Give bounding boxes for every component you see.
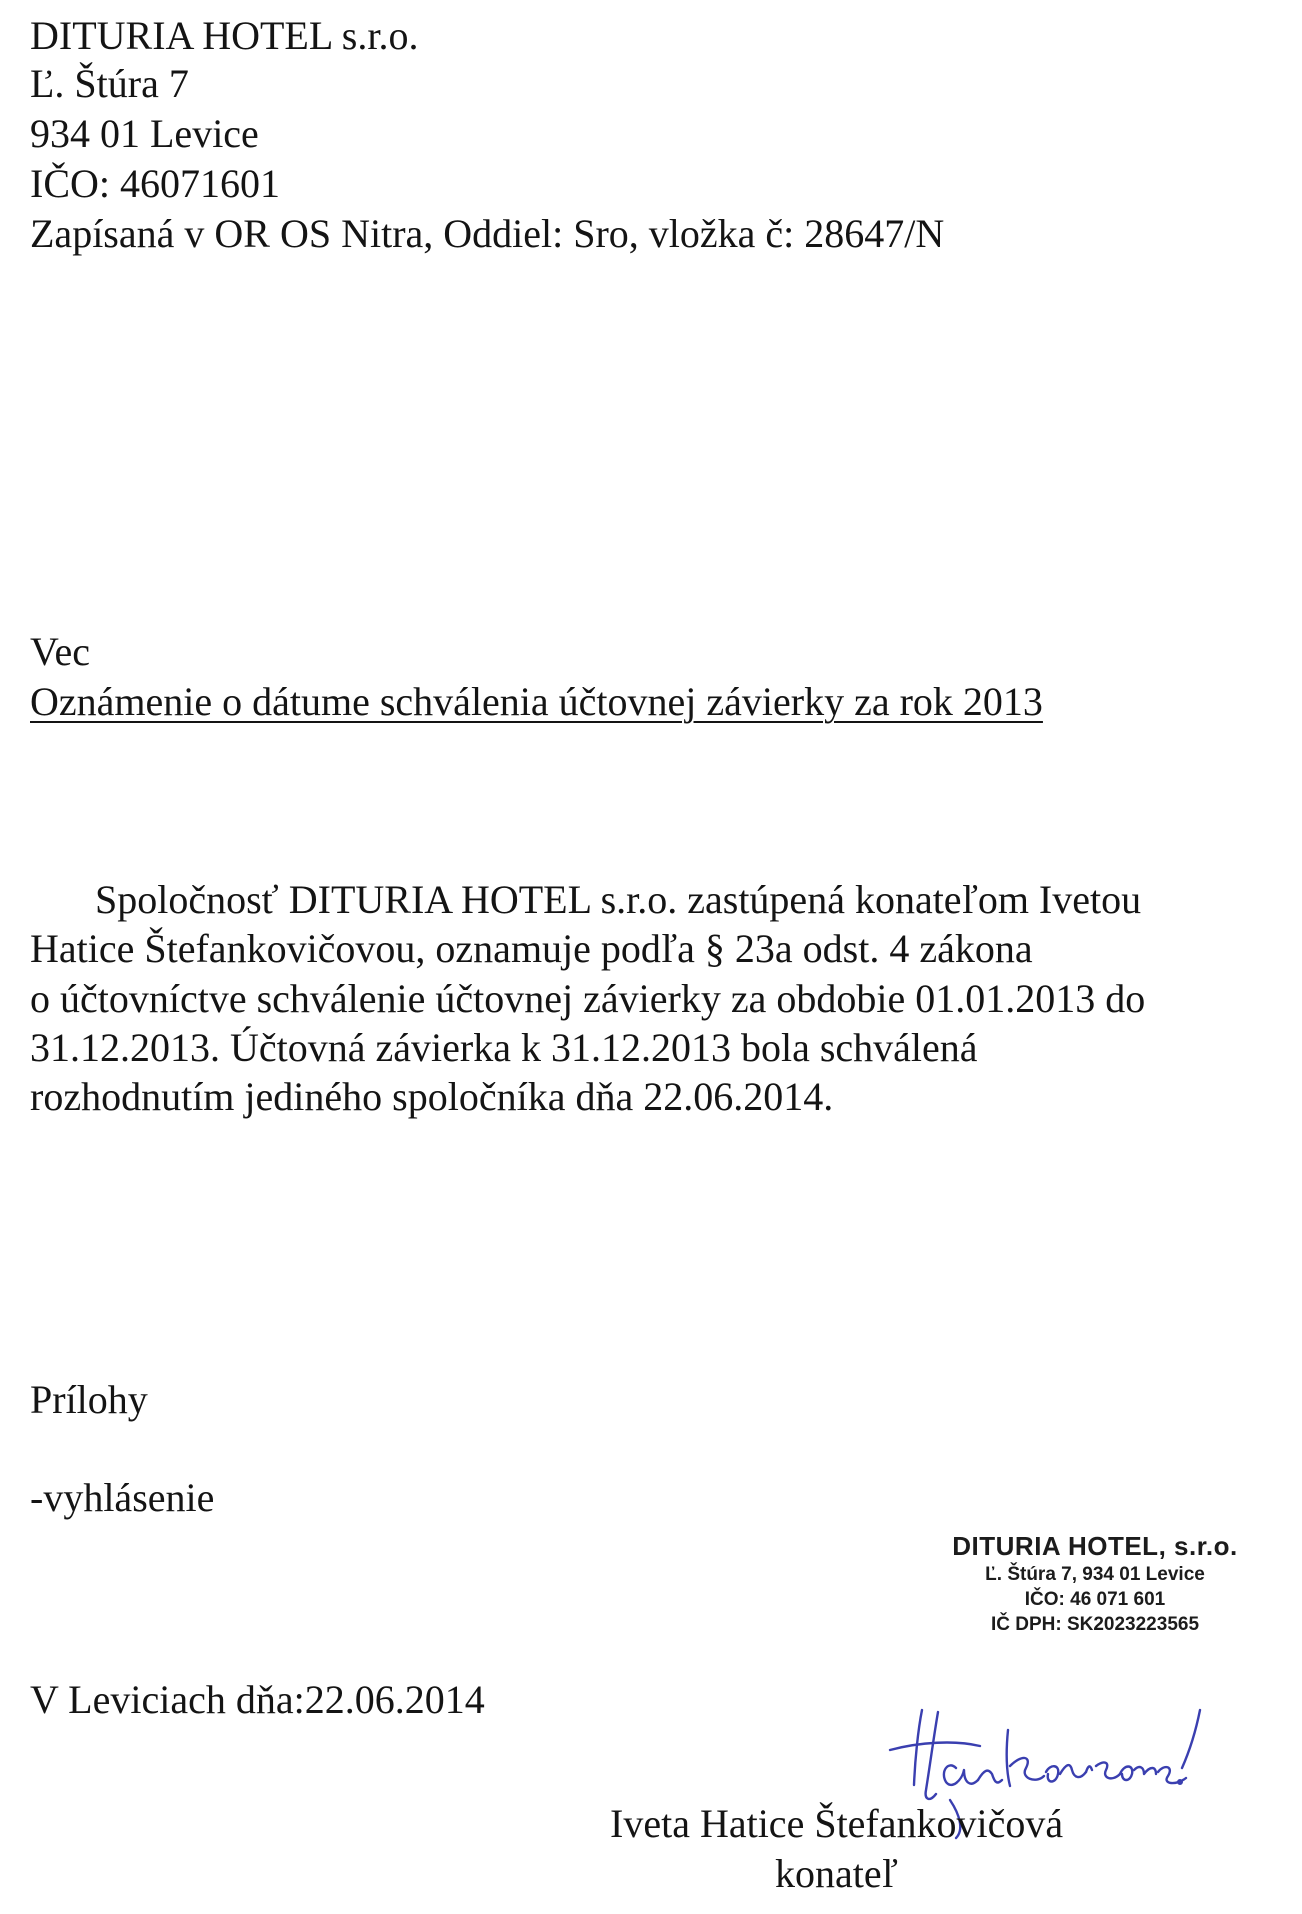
- stamp-address: Ľ. Štúra 7, 934 01 Levice: [985, 1564, 1205, 1585]
- company-name: DITURIA HOTEL s.r.o.: [30, 13, 419, 58]
- company-stamp: [930, 1530, 1260, 1637]
- company-street: Ľ. Štúra 7: [30, 61, 189, 106]
- attachments-item: -vyhlásenie: [30, 1475, 215, 1520]
- stamp-ico: IČO: 46 071 601: [1024, 1589, 1166, 1610]
- place-date: V Leviciach dňa:22.06.2014: [30, 1677, 485, 1722]
- stamp-company-name: DITURIA HOTEL, s.r.o.: [952, 1531, 1238, 1561]
- stamp-dic: IČ DPH: SK2023223565: [990, 1614, 1200, 1635]
- attachments-label: Prílohy: [30, 1377, 148, 1422]
- company-city: 934 01 Levice: [30, 111, 259, 156]
- body-line-5: rozhodnutím jediného spoločníka dňa 22.06.2014.: [30, 1074, 834, 1119]
- body-line-1: Spoločnosť DITURIA HOTEL s.r.o. zastúpená konateľom Ivetou: [95, 877, 1142, 922]
- company-ico: IČO: 46071601: [30, 161, 280, 206]
- body-line-3: o účtovníctve schválenie účtovnej závierky za obdobie 01.01.2013 do: [30, 976, 1146, 1021]
- body-line-2: Hatice Štefankovičovou, oznamuje podľa § 23a odst. 4 zákona: [30, 926, 1033, 971]
- signer-name: Iveta Hatice Štefankovičová: [610, 1801, 1064, 1846]
- signer-role: konateľ: [775, 1851, 898, 1896]
- body-line-4: 31.12.2013. Účtovná závierka k 31.12.2013 bola schválená: [30, 1025, 978, 1070]
- subject-label: Vec: [30, 629, 90, 674]
- company-registration: Zapísaná v OR OS Nitra, Oddiel: Sro, vložka č: 28647/N: [30, 211, 945, 256]
- subject-title: Oznámenie o dátume schválenia účtovnej závierky za rok 2013: [30, 679, 1043, 724]
